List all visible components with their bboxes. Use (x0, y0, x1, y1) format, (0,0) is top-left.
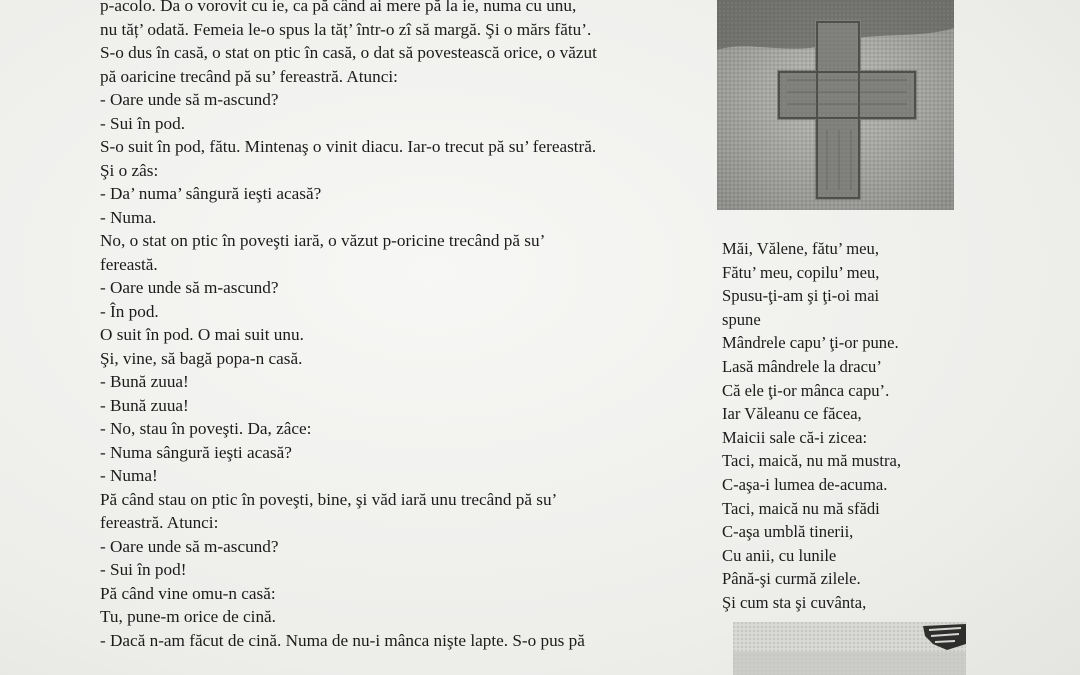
text-line: - Oare unde să m-ascund? (100, 536, 279, 556)
text-line: - Bună zuua! (100, 372, 189, 391)
verse-line: C-aşa umblă tinerii, (722, 522, 854, 542)
text-line: O suit în pod. O mai suit unu. (100, 325, 304, 344)
text-line: S-o dus în casă, o stat on ptic în casă, o dat să povestească orice, o văzut (100, 43, 597, 62)
text-line: - În pod. (100, 301, 159, 321)
verse-line: spune (722, 309, 761, 329)
text-line: - Sui în pod. (100, 113, 185, 133)
verse-line: Până-şi curmă zilele. (722, 569, 861, 589)
bottom-photo (733, 622, 966, 675)
text-line: - Oare unde să m-ascund? (100, 278, 279, 297)
text-line: - Da’ numa’ sângură ieşti acasă? (100, 184, 322, 203)
verse-line: Mândrele capu’ ţi-or pune. (722, 333, 899, 353)
left-text-column (100, 0, 720, 652)
text-line: Şi o zâs: (100, 160, 159, 180)
verse-line: Şi cum sta şi cuvânta, (722, 592, 867, 612)
text-line: p-acolo. Da o vorovit cu ie, ca pă când ai mere pă la ie, numa cu unu, (100, 0, 577, 15)
verse-line: Că ele ţi-or mânca capu’. (722, 380, 890, 400)
text-line: - Numa. (100, 207, 157, 227)
verse-line: Taci, maică nu mă sfădi (722, 498, 880, 518)
verse-line: Cu anii, cu lunile (722, 545, 837, 565)
text-line: - Numa! (100, 466, 158, 485)
bottom-photo-image (733, 622, 966, 675)
text-line: pă oaricine trecând pă su’ fereastră. Atunci: (100, 66, 398, 86)
grave-cross-photo (717, 0, 954, 210)
text-line: Şi, vine, să bagă popa-n casă. (100, 348, 303, 368)
text-line: - Oare unde să m-ascund? (100, 90, 279, 109)
text-line: Tu, pune-m orice de cină. (100, 607, 276, 626)
text-line: Pă când vine omu-n casă: (100, 583, 276, 603)
verse-line: C-aşa-i lumea de-acuma. (722, 474, 888, 494)
text-line: No, o stat on ptic în poveşti iară, o văzut p-oricine trecând pă su’ (100, 231, 546, 250)
right-verse-column (722, 237, 982, 615)
verse-line: Iar Văleanu ce făcea, (722, 404, 862, 424)
verse-line: Taci, maică, nu mă mustra, (722, 451, 901, 471)
verse-line: Maicii sale că-i zicea: (722, 427, 868, 447)
grave-cross-image (717, 0, 954, 210)
text-line: - Bună zuua! (100, 395, 189, 415)
text-line: S-o suit în pod, fătu. Mintenaş o vinit diacu. Iar-o trecut pă su’ fereastră. (100, 137, 597, 156)
text-line: fereastă. (100, 254, 158, 274)
text-line: nu tăț’ odată. Femeia le-o spus la tăț’ într-o zî să margă. Şi o mărs fătu’. (100, 19, 592, 39)
verse-line: Fătu’ meu, copilu’ meu, (722, 262, 880, 282)
verse-line: Măi, Vălene, fătu’ meu, (722, 239, 879, 258)
text-line: - No, stau în poveşti. Da, zâce: (100, 419, 312, 438)
verse-line: Lasă mândrele la dracu’ (722, 356, 882, 376)
text-line: fereastră. Atunci: (100, 513, 219, 532)
text-line: - Numa sângură ieşti acasă? (100, 442, 292, 462)
text-line: Pă când stau on ptic în poveşti, bine, şi văd iară unu trecând pă su’ (100, 489, 558, 509)
text-line: - Sui în pod! (100, 560, 187, 579)
text-line: - Dacă n-am făcut de cină. Numa de nu-i mânca nişte lapte. S-o pus pă (100, 630, 585, 650)
verse-line: Spusu-ţi-am şi ţi-oi mai (722, 286, 880, 306)
